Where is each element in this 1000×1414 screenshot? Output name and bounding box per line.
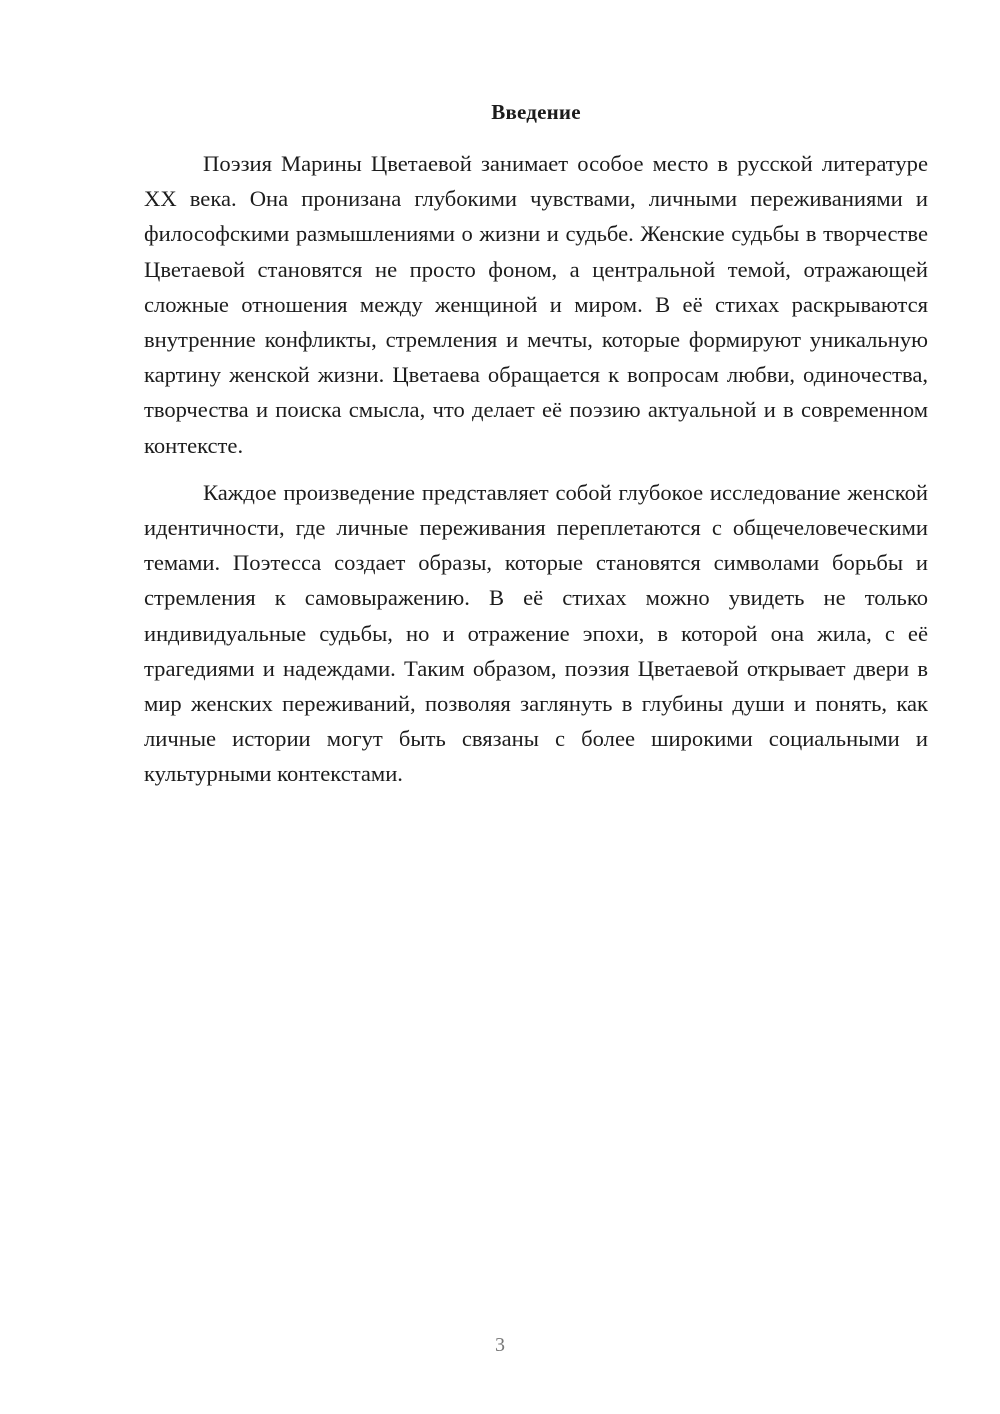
section-title: Введение bbox=[491, 100, 581, 124]
paragraph-2: Каждое произведение представляет собой глубокое исследование женской идентичности, где личные переживания переплетаются с общечеловеческими темами. Поэтесса создает образы, которые становятся символами борьбы и стремления к самовыражению. В её стихах можно увидеть не только индивидуальные судьбы, но и отражение эпохи, в которой она жила, с её трагедиями и надеждами. Таким образом, поэзия Цветаевой открывает двери в мир женских переживаний, позволяя заглянуть в глубины души и понять, как личные истории могут быть связаны с более широкими социальными и культурными контекстами. bbox=[144, 479, 928, 787]
paragraph-1: Поэзия Марины Цветаевой занимает особое место в русской литературе XX века. Она пронизана глубокими чувствами, личными переживаниями и философскими размышлениями о жизни и судьбе. Женские судьбы в творчестве Цветаевой становятся не просто фоном, а центральной темой, отражающей сложные отношения между женщиной и миром. В её стихах раскрываются внутренние конфликты, стремления и мечты, которые формируют уникальную картину женской жизни. Цветаева обращается к вопросам любви, одиночества, творчества и поиска смысла, что делает её поэзию актуальной и в современном контексте. bbox=[144, 151, 928, 458]
page-content bbox=[144, 98, 928, 792]
page-number: 3 bbox=[495, 1334, 505, 1356]
